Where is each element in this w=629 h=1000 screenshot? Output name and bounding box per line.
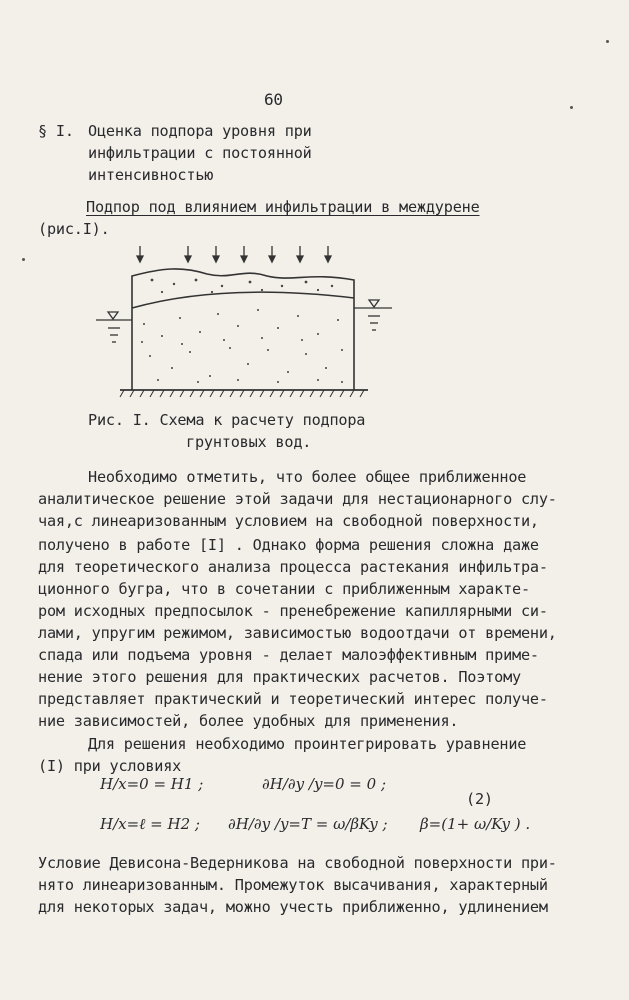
paragraph-line: Для решения необходимо проинтегрировать уравнение [88, 735, 527, 753]
paragraph-line: Необходимо отметить, что более общее приближенное [88, 468, 527, 486]
section-title-line: инфильтрации с постоянной [88, 144, 312, 162]
left-water-level-symbol [96, 312, 132, 342]
paragraph-line: для некоторых задач, можно учесть приближенно, удлинением [38, 898, 548, 916]
paragraph-line: ние зависимостей, более удобных для применения. [38, 712, 459, 730]
equation-boundary-right-1: ∂H/∂y /y=0 = 0 ; [262, 775, 386, 793]
right-water-level-symbol [354, 300, 392, 330]
paragraph-line: нято линеаризованным. Промежуток высачивания, характерный [38, 876, 548, 894]
subheading-ref: (рис.I). [38, 220, 110, 238]
paragraph-line: получено в работе [I] . Однако форма решения сложна даже [38, 536, 539, 554]
paragraph-line: представляет практический и теоретический интерес получе- [38, 690, 548, 708]
water-table-curve [132, 292, 354, 308]
section-title-line: интенсивностью [88, 166, 214, 184]
scan-speck [22, 258, 25, 261]
base-hatching [120, 390, 364, 397]
equation-number: (2) [466, 790, 493, 808]
section-mark: § I. [38, 122, 74, 140]
subheading: Подпор под влиянием инфильтрации в междурене [86, 198, 480, 216]
soil-block-outline [132, 269, 354, 390]
paragraph-line: лами, упругим режимом, зависимостью водоотдачи от времени, [38, 624, 557, 642]
paragraph-line: спада или подъема уровня - делает малоэффективным приме- [38, 646, 539, 664]
figure-caption-line: Рис. I. Схема к расчету подпора [88, 411, 366, 429]
page-number: 60 [264, 90, 283, 109]
paragraph-line: аналитическое решение этой задачи для нестационарного слу- [38, 490, 557, 508]
paragraph-line: чая,с линеаризованным условием на свободной поверхности, [38, 512, 539, 530]
paragraph-line: ром исходных предпосылок - пренебрежение капиллярными си- [38, 602, 548, 620]
figure-caption-line: грунтовых вод. [186, 433, 312, 451]
equation-boundary-left-2: H/x=ℓ = H2 ; [100, 815, 200, 833]
equation-boundary-right-2: β=(1+ ω/Ky ) . [420, 815, 531, 833]
scan-speck [570, 106, 573, 109]
paragraph-line: Условие Девисона-Ведерникова на свободной поверхности при- [38, 854, 557, 872]
groundwater-scheme-figure [92, 240, 402, 410]
paragraph-line: ционного бугра, что в сочетании с приближенным характе- [38, 580, 530, 598]
paragraph-line: (I) при условиях [38, 757, 182, 775]
paragraph-line: для теоретического анализа процесса растекания инфильтра- [38, 558, 548, 576]
infiltration-arrows [137, 246, 331, 262]
equation-boundary-left-1: H/x=0 = H1 ; [100, 775, 204, 793]
paragraph-line: нение этого решения для практических расчетов. Поэтому [38, 668, 521, 686]
section-title-line: Оценка подпора уровня при [88, 122, 312, 140]
equation-boundary-mid-2: ∂H/∂y /y=T = ω/βKy ; [228, 815, 388, 833]
scan-speck [606, 40, 609, 43]
